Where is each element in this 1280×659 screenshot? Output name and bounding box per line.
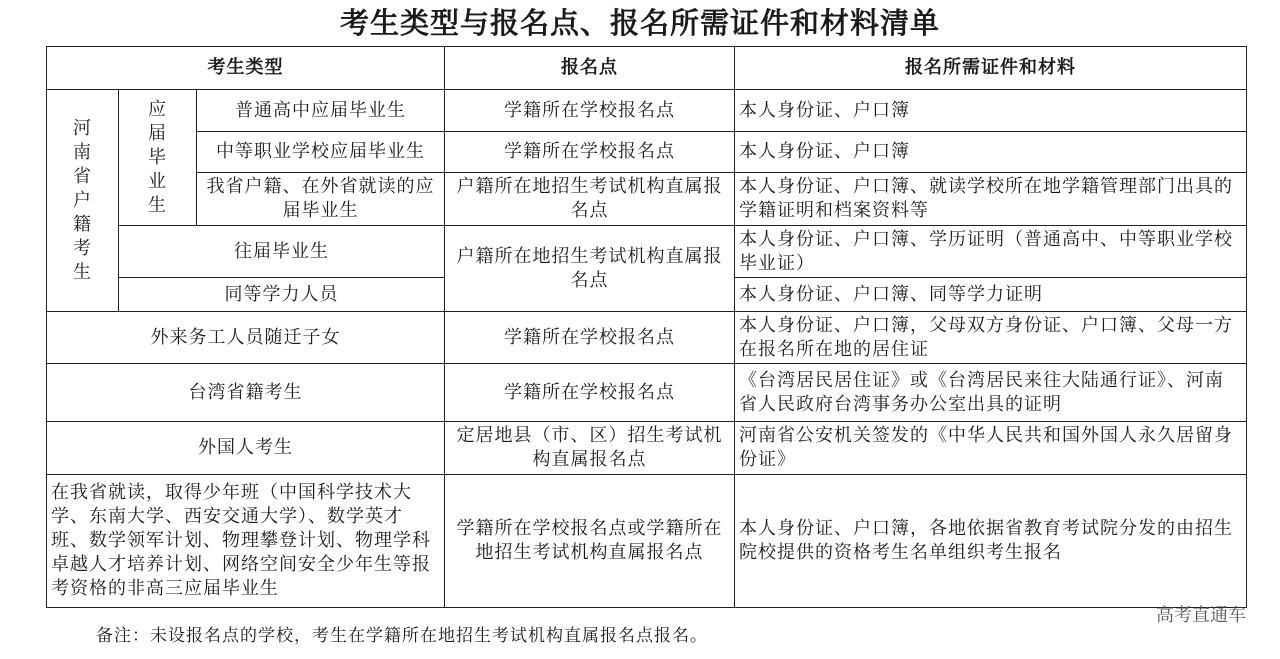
page-title: 考生类型与报名点、报名所需证件和材料清单 <box>339 6 940 40</box>
row7-type: 台湾省籍考生 <box>47 364 445 422</box>
row3-type: 我省户籍、在外省就读的应届毕业生 <box>197 173 445 226</box>
vertical-char: 生 <box>73 261 92 283</box>
table-header-row <box>47 47 1247 90</box>
vertical-char: 应 <box>148 98 167 120</box>
row2-materials: 本人身份证、户口簿 <box>735 132 1247 173</box>
row9-type: 在我省就读，取得少年班（中国科学技术大学、东南大学、西安交通大学）、数学英才班、数学领军计划、物理攀登计划、物理学科卓越人才培养计划、网络空间安全少年生等报考资格的非高三应届毕业生 <box>47 475 445 608</box>
group-graduates-label <box>123 98 192 218</box>
footnote: 备注：未设报名点的学校，考生在学籍所在地招生考试机构直属报名点报名。 <box>96 626 708 646</box>
row2-type: 中等职业学校应届毕业生 <box>197 132 445 173</box>
row2-site: 学籍所在学校报名点 <box>445 132 735 173</box>
vertical-char: 业 <box>148 170 167 192</box>
row9-site: 学籍所在学校报名点或学籍所在地招生考试机构直属报名点 <box>445 475 735 608</box>
vertical-char: 毕 <box>148 146 167 168</box>
row6-materials: 本人身份证、户口簿，父母双方身份证、户口簿、父母一方在报名所在地的居住证 <box>735 312 1247 364</box>
row5-type: 同等学力人员 <box>119 278 445 312</box>
vertical-char: 河 <box>73 117 92 139</box>
table-row <box>47 312 1247 364</box>
vertical-char: 考 <box>73 237 92 259</box>
row3-materials: 本人身份证、户口簿、就读学校所在地学籍管理部门出具的学籍证明和档案资料等 <box>735 173 1247 226</box>
requirements-table <box>46 46 1247 608</box>
table-row <box>47 132 1247 173</box>
vertical-char: 省 <box>73 165 92 187</box>
table-row <box>47 173 1247 226</box>
row4-type: 往届毕业生 <box>119 226 445 278</box>
row8-site: 定居地县（市、区）招生考试机构直属报名点 <box>445 422 735 475</box>
table-row <box>47 475 1247 608</box>
row7-materials: 《台湾居民居住证》或《台湾居民来往大陆通行证》、河南省人民政府台湾事务办公室出具的证明 <box>735 364 1247 422</box>
vertical-char: 籍 <box>73 213 92 235</box>
row8-type: 外国人考生 <box>47 422 445 475</box>
vertical-char: 户 <box>73 189 92 211</box>
row1-site: 学籍所在学校报名点 <box>445 90 735 132</box>
row1-materials: 本人身份证、户口簿 <box>735 90 1247 132</box>
row4-materials: 本人身份证、户口簿、学历证明（普通高中、中等职业学校毕业证） <box>735 226 1247 278</box>
table-row <box>47 226 1247 278</box>
vertical-char: 南 <box>73 141 92 163</box>
row4-site: 户籍所在地招生考试机构直属报名点 <box>445 226 735 312</box>
row9-materials: 本人身份证、户口簿，各地依据省教育考试院分发的由招生院校提供的资格考生名单组织考生报名 <box>735 475 1247 608</box>
row6-type: 外来务工人员随迁子女 <box>47 312 445 364</box>
row1-type: 普通高中应届毕业生 <box>197 90 445 132</box>
row5-materials: 本人身份证、户口簿、同等学力证明 <box>735 278 1247 312</box>
header-site: 报名点 <box>445 47 735 90</box>
watermark: 高考直通车 <box>1156 605 1246 626</box>
group-graduates <box>119 90 197 226</box>
row7-site: 学籍所在学校报名点 <box>445 364 735 422</box>
group-henan-household-label <box>51 117 114 285</box>
vertical-char: 生 <box>148 194 167 216</box>
table-row <box>47 364 1247 422</box>
vertical-char: 届 <box>148 122 167 144</box>
table-row <box>47 422 1247 475</box>
header-materials: 报名所需证件和材料 <box>735 47 1247 90</box>
group-henan-household <box>47 90 119 312</box>
row3-site: 户籍所在地招生考试机构直属报名点 <box>445 173 735 226</box>
row6-site: 学籍所在学校报名点 <box>445 312 735 364</box>
header-type: 考生类型 <box>47 47 445 90</box>
row8-materials: 河南省公安机关签发的《中华人民共和国外国人永久居留身份证》 <box>735 422 1247 475</box>
table-row <box>47 90 1247 132</box>
